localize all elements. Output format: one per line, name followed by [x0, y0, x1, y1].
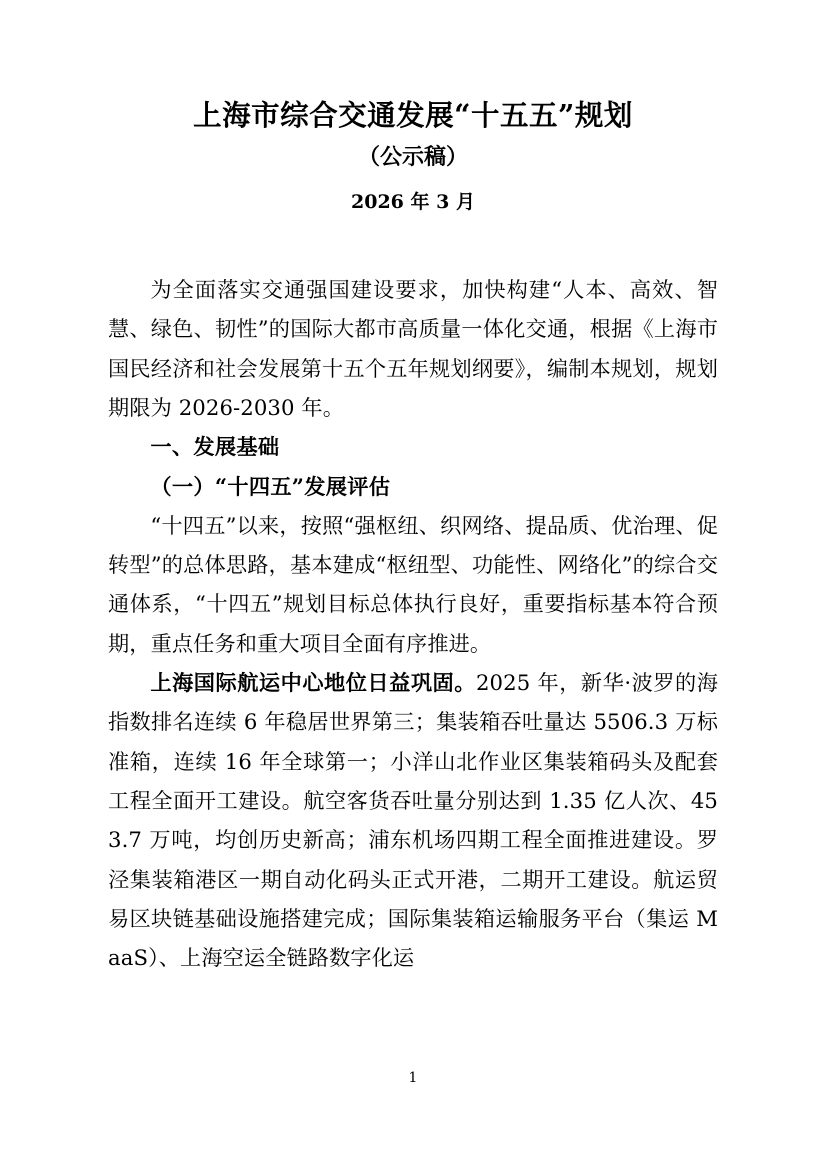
paragraph-shipping-lead: 上海国际航运中心地位日益巩固。	[150, 670, 476, 696]
paragraph-preface: 为全面落实交通强国建设要求，加快构建“人本、高效、智慧、绿色、韧性”的国际大都市高质量一体化交通，根据《上海市国民经济和社会发展第十五个五年规划纲要》，编制本规划，规划期限为 2026-2030 年。	[108, 277, 718, 420]
paragraph-shipping-rest: 2025 年，新华·波罗的海指数排名连续 6 年稳居世界第三；集装箱吞吐量达 5506.3 万标准箱，连续 16 年全球第一；小洋山北作业区集装箱码头及配套工程全面开工建设。航空客货吞吐量分别达到 1.35 亿人次、453.7 万吨，均创历史新高；浦东机场四期工程全面推进建设。罗泾集装箱港区一期自动化码头正式开港，二期开工建设。航运贸易区块链基础设施搭建完成；国际集装箱运输服务平台（集运 MaaS）、上海空运全链路数字化运	[108, 670, 718, 971]
document-date: 2026 年 3 月	[351, 191, 475, 214]
document-subtitle: （公示稿）	[357, 143, 468, 170]
paragraph-evaluation: “十四五”以来，按照“强枢纽、织网络、提品质、优治理、促转型”的总体思路，基本建成“枢纽型、功能性、网络化”的综合交通体系，“十四五”规划目标总体执行良好，重要指标基本符合预期，重点任务和重大项目全面有序推进。	[108, 512, 718, 656]
document-title: 上海市综合交通发展“十五五”规划	[193, 98, 633, 132]
page-content-column	[108, 0, 718, 977]
page-number: 1	[408, 1070, 418, 1086]
document-body	[108, 216, 718, 977]
paragraph-shipping-center	[108, 663, 718, 977]
heading-subsection-1-1: （一）“十四五”发展评估	[150, 473, 391, 499]
heading-section-1: 一、发展基础	[150, 434, 280, 460]
